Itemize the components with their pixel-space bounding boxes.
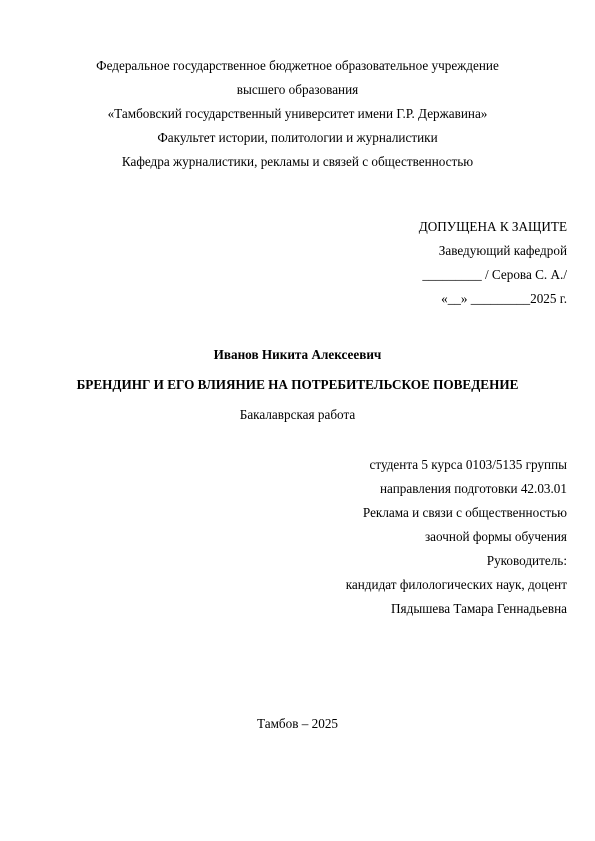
work-type: Бакалаврская работа [239,407,356,422]
student-specialty: Реклама и связи с общественностью [362,505,567,520]
student-study-form: заочной формы обучения [424,529,567,544]
approval-title: ДОПУЩЕНА К ЗАЩИТЕ [418,219,567,234]
supervisor-degree: кандидат филологических наук, доцент [345,577,567,592]
university-name: «Тамбовский государственный университет имени Г.Р. Державина» [107,106,488,121]
student-course-group: студента 5 курса 0103/5135 группы [369,457,567,472]
institution-type: Федеральное государственное бюджетное образовательное учреждение [96,58,499,73]
work-title: БРЕНДИНГ И ЕГО ВЛИЯНИЕ НА ПОТРЕБИТЕЛЬСКОЕ ПОВЕДЕНИЕ [76,377,519,392]
approval-signature: _________ / Серова С. А./ [422,267,567,282]
education-level: высшего образования [236,82,359,97]
faculty-name: Факультет истории, политологии и журналистики [157,130,438,145]
student-direction: направления подготовки 42.03.01 [379,481,567,496]
supervisor-label: Руководитель: [486,553,567,568]
department-name: Кафедра журналистики, рекламы и связей с общественностью [121,154,474,169]
author-name: Иванов Никита Алексеевич [213,347,382,362]
approval-date: «__» _________2025 г. [441,291,567,306]
place-year: Тамбов – 2025 [256,716,339,731]
approval-position: Заведующий кафедрой [438,243,567,258]
supervisor-name: Пядышева Тамара Геннадьевна [391,601,567,616]
